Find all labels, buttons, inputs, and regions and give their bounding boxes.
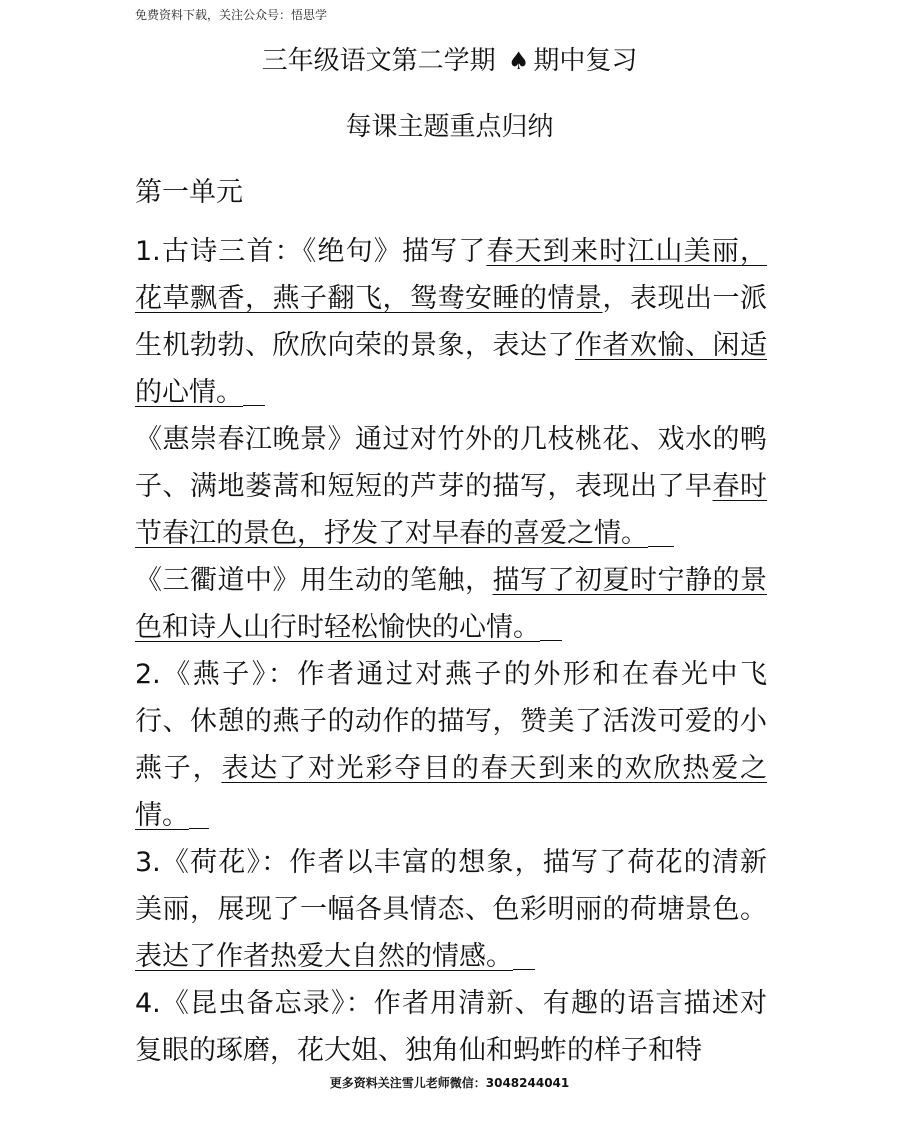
page-subtitle: 每课主题重点归纳: [345, 112, 554, 142]
p3-underlined-1: 描写了初夏时宁静的景色和诗人山行时轻松愉快的心情。: [135, 565, 767, 643]
p1-underline-tail: [243, 369, 265, 406]
document-body: [135, 228, 767, 1074]
p5-underlined-1: 表达了作者热爱大自然的情感。: [135, 941, 513, 972]
paragraph-jueju: [135, 228, 767, 416]
unit-heading: 第一单元: [135, 177, 243, 208]
p4-underline-tail: [189, 792, 209, 829]
p2-underlined-1: 春时节春江的景色，抒发了对早春的喜爱之情。: [135, 471, 767, 549]
paragraph-hehua: [135, 839, 767, 980]
p1-text-2: ，表现出一派生机勃勃、欣欣向荣的景象，表达了: [135, 283, 767, 361]
paragraph-kunchong: [135, 980, 767, 1074]
p2-underline-tail: [648, 510, 674, 547]
p1-text-1: 1.古诗三首：《绝句》描写了: [135, 236, 487, 267]
paragraph-huichong: [135, 416, 767, 557]
p2-text-1: 《惠崇春江晚景》通过对竹外的几枝桃花、戏水的鸭子、满地蒌蒿和短短的芦芽的描写，表现出了早: [135, 424, 767, 502]
p4-text-1: 2.《燕子》：作者通过对燕子的外形和在春光中飞行、休憩的燕子的动作的描写，赞美了活泼可爱的小燕子，: [135, 659, 767, 784]
paragraph-sanqu: [135, 557, 767, 651]
page-title: [0, 40, 899, 77]
spade-icon: ♠: [507, 47, 530, 75]
title-part2: 期中复习: [533, 46, 638, 76]
p5-text-1: 3.《荷花》：作者以丰富的想象，描写了荷花的清新美丽，展现了一幅各具情态、色彩明丽的荷塘景色。: [135, 847, 767, 925]
p6-text-1: 4.《昆虫备忘录》：作者用清新、有趣的语言描述对复眼的琢磨，花大姐、独角仙和蚂蚱的样子和特: [135, 988, 767, 1066]
p5-underline-tail: [513, 933, 535, 970]
p3-text-1: 《三衢道中》用生动的笔触，: [135, 565, 493, 596]
p3-underline-tail: [540, 604, 562, 641]
paragraph-yanzi: [135, 651, 767, 839]
p1-underlined-2: 作者欢愉、闲适的心情。: [135, 330, 767, 408]
footer-note: 更多资料关注雪儿老师微信：3048244041: [329, 1076, 570, 1090]
p1-underlined-1: 春天到来时江山美丽，花草飘香，燕子翻飞，鸳鸯安睡的情景: [135, 236, 767, 314]
title-part1: 三年级语文第二学期: [261, 46, 496, 76]
header-note: 免费资料下载，关注公众号：悟思学: [135, 8, 328, 22]
p4-underlined-1: 表达了对光彩夺目的春天到来的欢欣热爱之情。: [135, 753, 768, 831]
